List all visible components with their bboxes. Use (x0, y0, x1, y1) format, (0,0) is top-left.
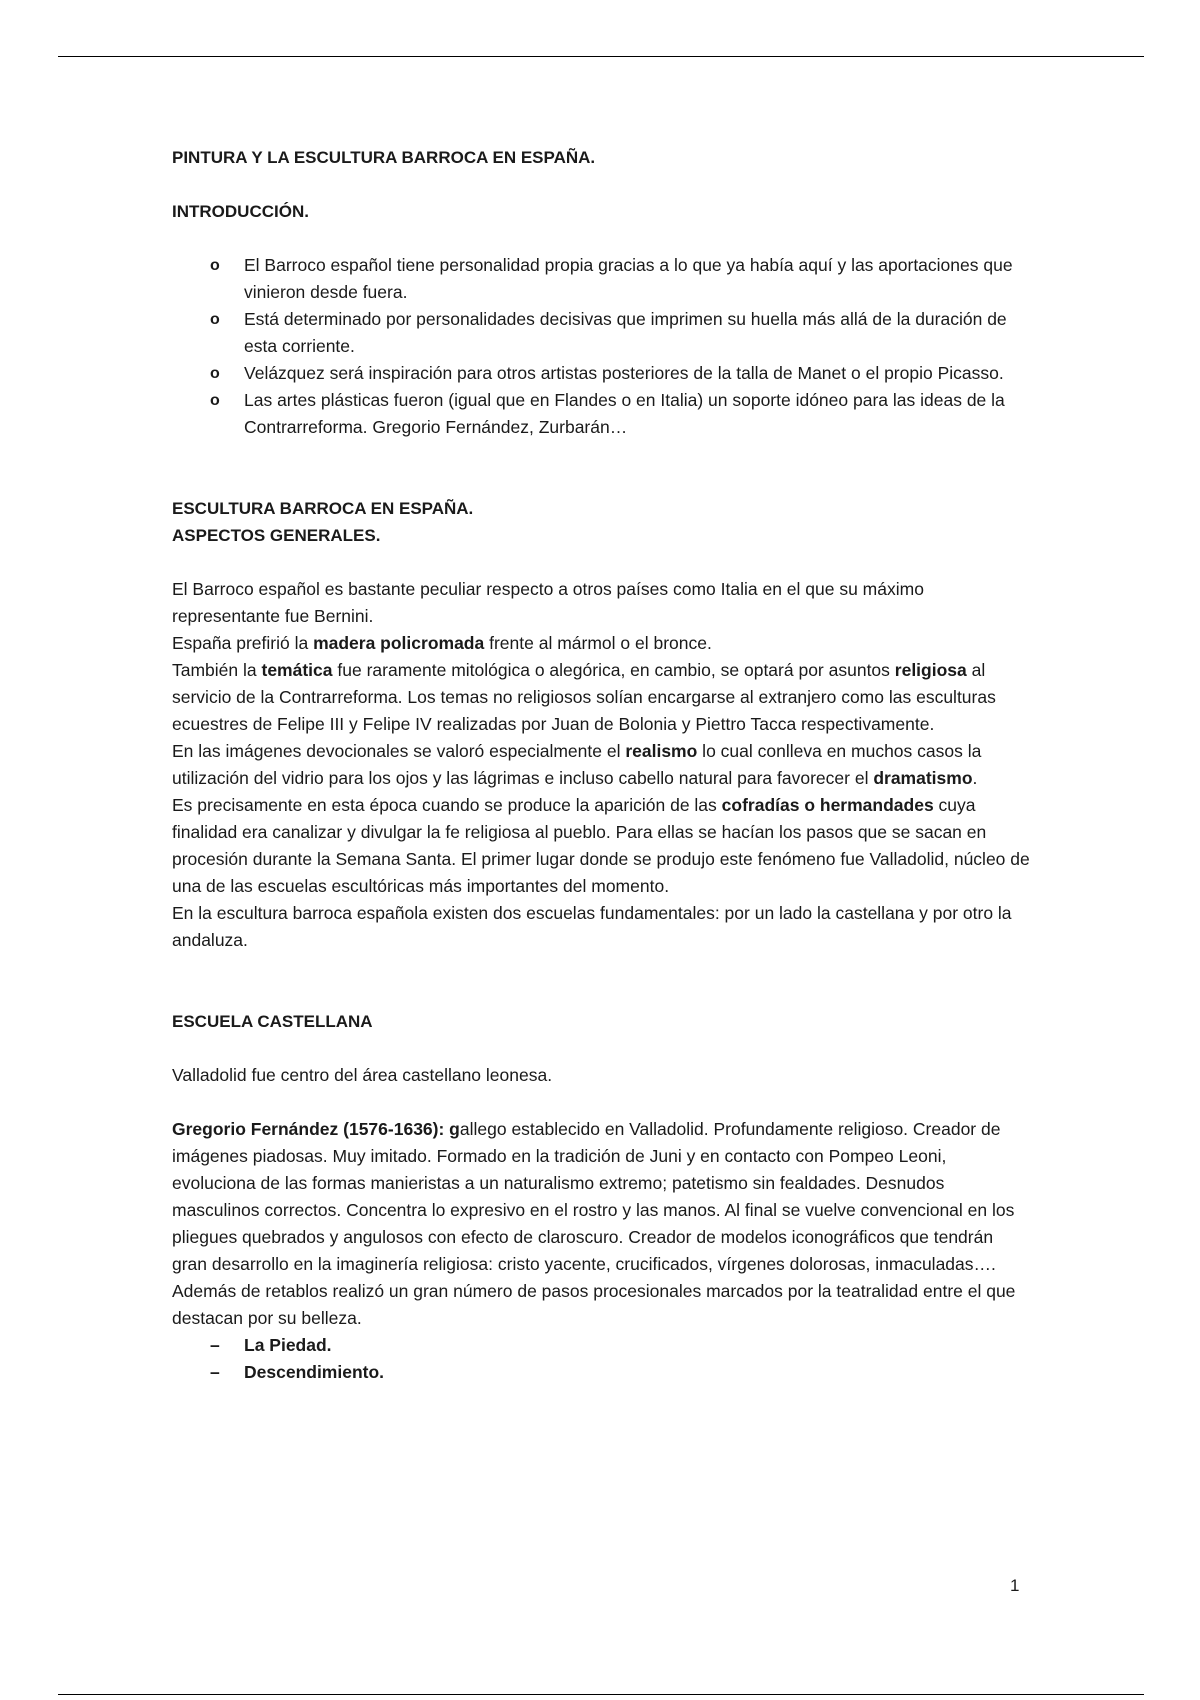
text-run: frente al mármol o el bronce. (484, 633, 712, 653)
circle-bullet-icon: o (210, 392, 220, 409)
text-run: lo cual conlleva en muchos casos la utilización del vidrio para los ojos y las lágrimas e incluso cabello natural para favorecer el (172, 741, 982, 788)
text-run: En las imágenes devocionales se valoró especialmente el (172, 741, 626, 761)
aspectos-heading: ASPECTOS GENERALES. (172, 526, 381, 545)
list-item (172, 387, 1032, 441)
dash-bullet-icon: – (210, 1335, 220, 1355)
list-item (172, 252, 1032, 306)
header-rule (58, 56, 1144, 57)
text-run: fue raramente mitológica o alegórica, en cambio, se optará por asuntos (332, 660, 895, 680)
text-run: al servicio de la Contrarreforma. Los temas no religiosos solían encargarse al extranjero como las esculturas ecuestres de Felipe III y Felipe IV realizadas por Juan de Bolonia y Piettro Tacca respectivamente. (172, 660, 996, 734)
document-title: PINTURA Y LA ESCULTURA BARROCA EN ESPAÑA. (172, 148, 596, 167)
paragraph (172, 630, 1032, 657)
paragraph (172, 738, 1032, 792)
list-item-text: Está determinado por personalidades decisivas que imprimen su huella más allá de la duración de esta corriente. (244, 309, 1007, 356)
intro-list (172, 252, 1032, 441)
circle-bullet-icon: o (210, 365, 220, 382)
footer-rule (58, 1694, 1144, 1695)
text-run: cuya finalidad era canalizar y divulgar la fe religiosa al pueblo. Para ellas se hacían los pasos que se sacan en procesión durante la Semana Santa. El primer lugar donde se produjo este fenómeno fue Valladolid, núcleo de una de las escuelas escultóricas más importantes del momento. (172, 795, 1030, 896)
text-run: . (972, 768, 978, 788)
list-item (172, 306, 1032, 360)
bold-text: realismo (625, 741, 698, 761)
text-run: Es precisamente en esta época cuando se produce la aparición de las (172, 795, 722, 815)
escultura-heading: ESCULTURA BARROCA EN ESPAÑA. (172, 499, 474, 518)
document-body (172, 144, 1032, 1386)
list-item-text: La Piedad. (244, 1335, 332, 1355)
list-item-text: Descendimiento. (244, 1362, 385, 1382)
bold-text: temática (261, 660, 333, 680)
paragraph (172, 657, 1032, 738)
list-item-text: Velázquez será inspiración para otros artistas posteriores de la talla de Manet o el propio Picasso. (244, 363, 1004, 383)
page-number: 1 (1010, 1576, 1020, 1595)
paragraph: El Barroco español es bastante peculiar respecto a otros países como Italia en el que su máximo representante fue Bernini. (172, 579, 924, 626)
list-item (172, 360, 1032, 387)
bold-text: cofradías o hermandades (721, 795, 934, 815)
list-item-text: El Barroco español tiene personalidad propia gracias a lo que ya había aquí y las aportaciones que vinieron desde fuera. (244, 255, 1013, 302)
bold-text: madera policromada (313, 633, 485, 653)
paragraph: Valladolid fue centro del área castellano leonesa. (172, 1065, 553, 1085)
list-item (172, 1332, 1032, 1359)
bold-text: religiosa (894, 660, 967, 680)
castellana-heading: ESCUELA CASTELLANA (172, 1012, 373, 1031)
paragraph: En la escultura barroca española existen dos escuelas fundamentales: por un lado la castellana y por otro la andaluza. (172, 903, 1012, 950)
paragraph (172, 792, 1032, 900)
list-item (172, 1359, 1032, 1386)
paragraph (172, 1116, 1032, 1332)
circle-bullet-icon: o (210, 311, 220, 328)
list-item-text: Las artes plásticas fueron (igual que en Flandes o en Italia) un soporte idóneo para las ideas de la Contrarreforma. Gregorio Fernández, Zurbarán… (244, 390, 1005, 437)
text-run: También la (172, 660, 262, 680)
bold-text: Gregorio Fernández (1576-1636): g (172, 1119, 460, 1139)
text-run: allego establecido en Valladolid. Profundamente religioso. Creador de imágenes piadosas. Muy imitado. Formado en la tradición de Juni y en contacto con Pompeo Leoni, evoluciona de las formas manieristas a un naturalismo extremo; patetismo sin fealdades. Desnudos masculinos correctos. Concentra lo expresivo en el rostro y las manos. Al final se vuelve convencional en los pliegues quebrados y angulosos con efecto de claroscuro. Creador de modelos iconográficos que tendrán gran desarrollo en la imaginería religiosa: cristo yacente, crucificados, vírgenes dolorosas, inmaculadas…. Además de retablos realizó un gran número de pasos procesionales marcados por la teatralidad entre el que destacan por su belleza. (172, 1119, 1016, 1328)
intro-heading: INTRODUCCIÓN. (172, 202, 309, 221)
text-run: España prefirió la (172, 633, 314, 653)
dash-bullet-icon: – (210, 1362, 220, 1382)
circle-bullet-icon: o (210, 257, 220, 274)
works-list (172, 1332, 1032, 1386)
bold-text: dramatismo (873, 768, 973, 788)
